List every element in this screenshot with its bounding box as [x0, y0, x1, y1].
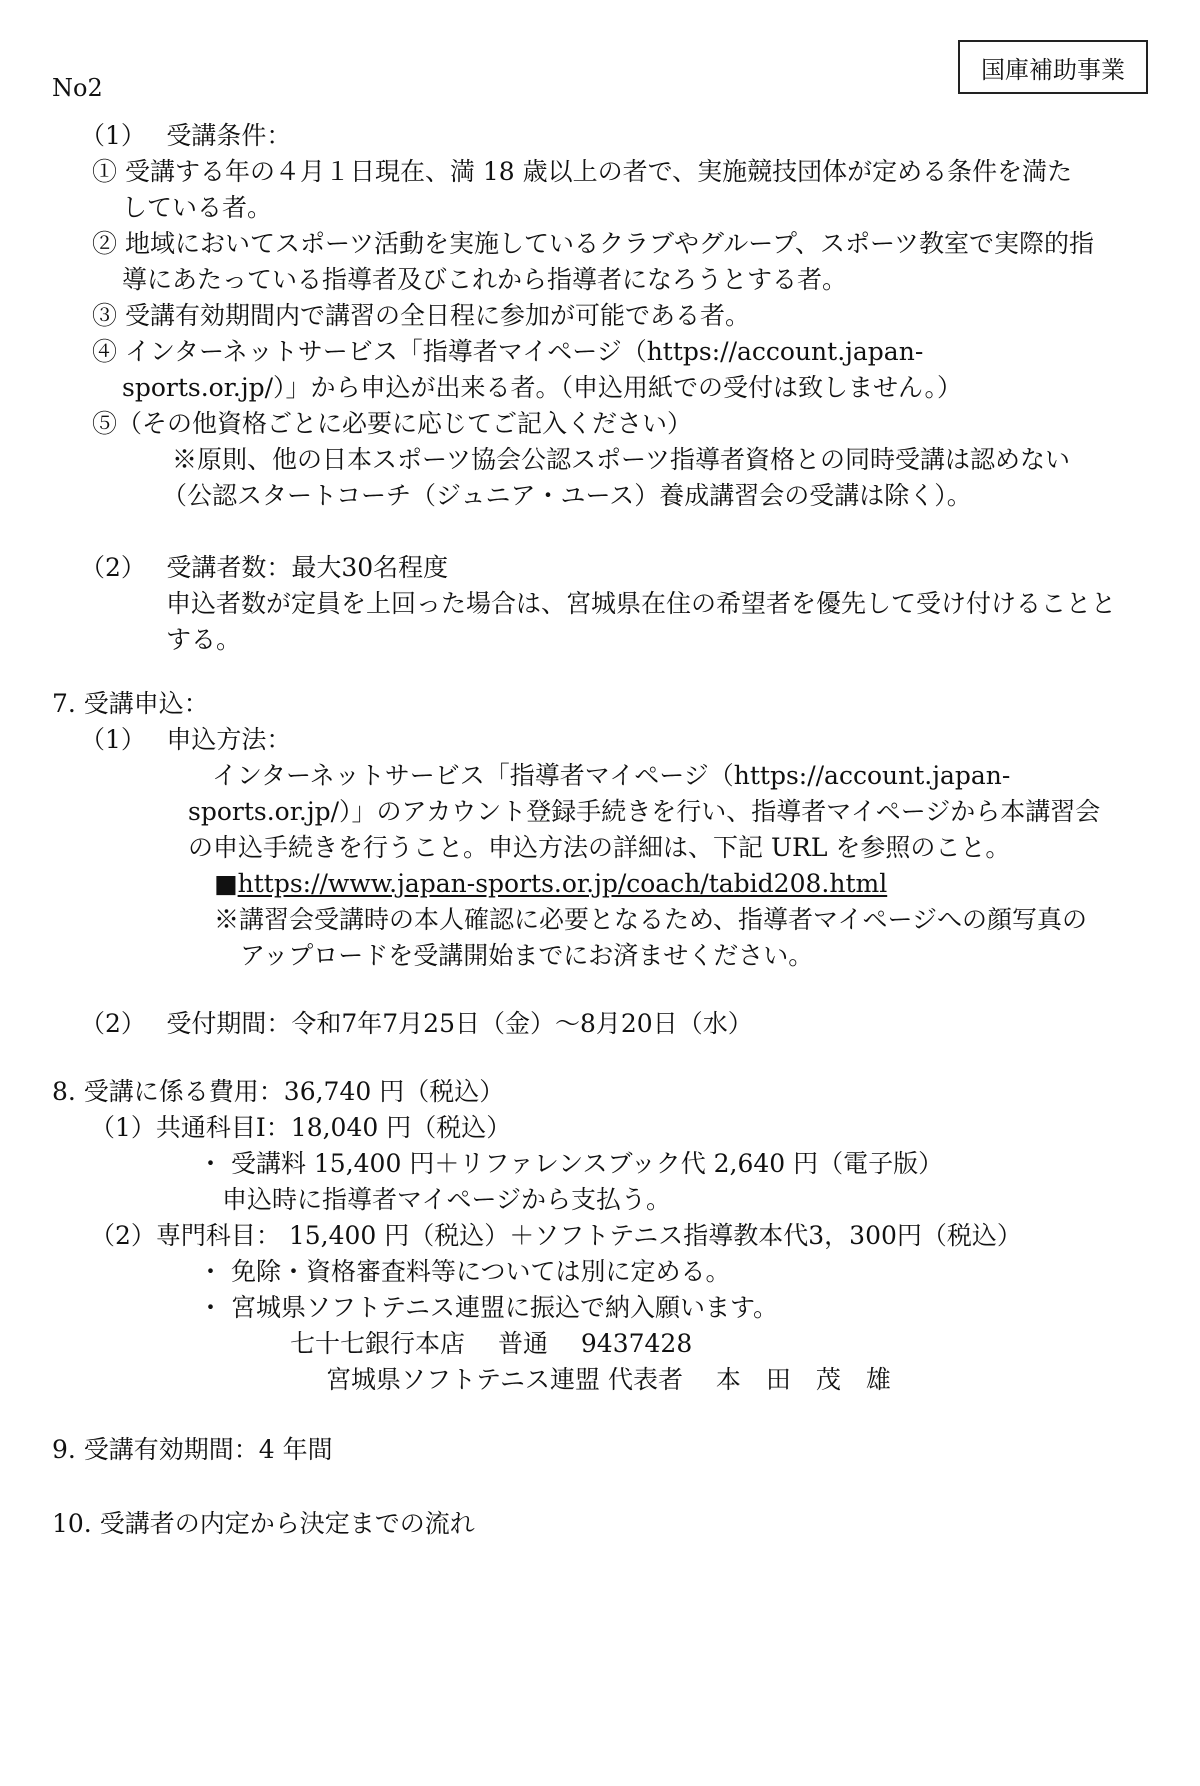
s7-note-line2: アップロードを受講開始までにお済ませください。 [240, 941, 814, 970]
s8-heading: 8. 受講に係る費用：36,740 円（税込） [52, 1077, 505, 1106]
s1-item4-line2: sports.or.jp/）」から申込が出来る者。（申込用紙での受付は致しません。） [122, 373, 963, 402]
subsidy-badge: 国庫補助事業 [958, 40, 1148, 94]
s8-specialty-line1: ・ 免除・資格審査料等については別に定める。 [198, 1257, 731, 1286]
s8-common: （1）共通科目Ⅰ：18,040 円（税込） [90, 1113, 512, 1142]
s2-body-line2: する。 [166, 625, 242, 654]
account-holder: 宮城県ソフトテニス連盟 代表者 本 田 茂 雄 [326, 1365, 891, 1394]
s9-heading: 9. 受講有効期間：4 年間 [52, 1435, 333, 1464]
s8-specialty: （2）専門科目： 15,400 円（税込）＋ソフトテニス指導教本代3，300円（税込） [90, 1221, 1022, 1250]
page-number: No2 [52, 74, 103, 102]
s1-item2-line1: ② 地域においてスポーツ活動を実施しているクラブやグループ、スポーツ教室で実際的指 [92, 229, 1094, 258]
bank-account: 七十七銀行本店 普通 9437428 [290, 1329, 693, 1358]
s7-sub1: （1） 申込方法： [80, 725, 292, 754]
coach-url-link[interactable]: https://www.japan-sports.or.jp/coach/tabid208.html [237, 869, 888, 898]
s1-note-line2: （公認スタートコーチ（ジュニア・ユース）養成講習会の受講は除く）。 [162, 481, 972, 510]
s1-note-line1: ※原則、他の日本スポーツ協会公認スポーツ指導者資格との同時受講は認めない [172, 445, 1071, 474]
s7-note-line1: ※講習会受講時の本人確認に必要となるため、指導者マイページへの顔写真の [214, 905, 1088, 934]
s1-item2-line2: 導にあたっている指導者及びこれから指導者になろうとする者。 [122, 265, 848, 294]
s1-item4-line1: ④ インターネットサービス「指導者マイページ（https://account.japan- [92, 337, 924, 366]
s8-common-line1: ・ 受講料 15,400 円＋リファレンスブック代 2,640 円（電子版） [198, 1149, 944, 1178]
s2-body-line1: 申込者数が定員を上回った場合は、宮城県在住の希望者を優先して受け付けることと [166, 589, 1117, 618]
s7-sub2: （2） 受付期間：令和7年7月25日（金）～8月20日（水） [80, 1009, 753, 1038]
s8-common-line2: 申込時に指導者マイページから支払う。 [222, 1185, 672, 1214]
s1-item1-line2: している者。 [122, 193, 273, 222]
s8-specialty-line2: ・ 宮城県ソフトテニス連盟に振込で納入願います。 [198, 1293, 778, 1322]
s7-heading: 7. 受講申込： [52, 689, 209, 718]
s1-item5: ⑤（その他資格ごとに必要に応じてご記入ください） [92, 409, 693, 438]
s7-url-line [214, 866, 887, 902]
s7-text-line2: sports.or.jp/）」のアカウント登録手続きを行い、指導者マイページから本講習会 [188, 797, 1101, 826]
bullet-square-icon: ■ [214, 869, 238, 898]
s1-item3: ③ 受講有効期間内で講習の全日程に参加が可能である者。 [92, 301, 750, 330]
s10-heading: 10. 受講者の内定から決定までの流れ [52, 1509, 475, 1538]
s7-text-line3: の申込手続きを行うこと。申込方法の詳細は、下記 URL を参照のこと。 [188, 833, 1011, 862]
s1-item1-line1: ① 受講する年の４月１日現在、満 18 歳以上の者で、実施競技団体が定める条件を満た [92, 157, 1073, 186]
s2-heading: （2） 受講者数：最大30名程度 [80, 553, 449, 582]
s7-text-line1: インターネットサービス「指導者マイページ（https://account.japan- [212, 761, 1011, 790]
s1-heading: （1） 受講条件： [80, 121, 292, 150]
